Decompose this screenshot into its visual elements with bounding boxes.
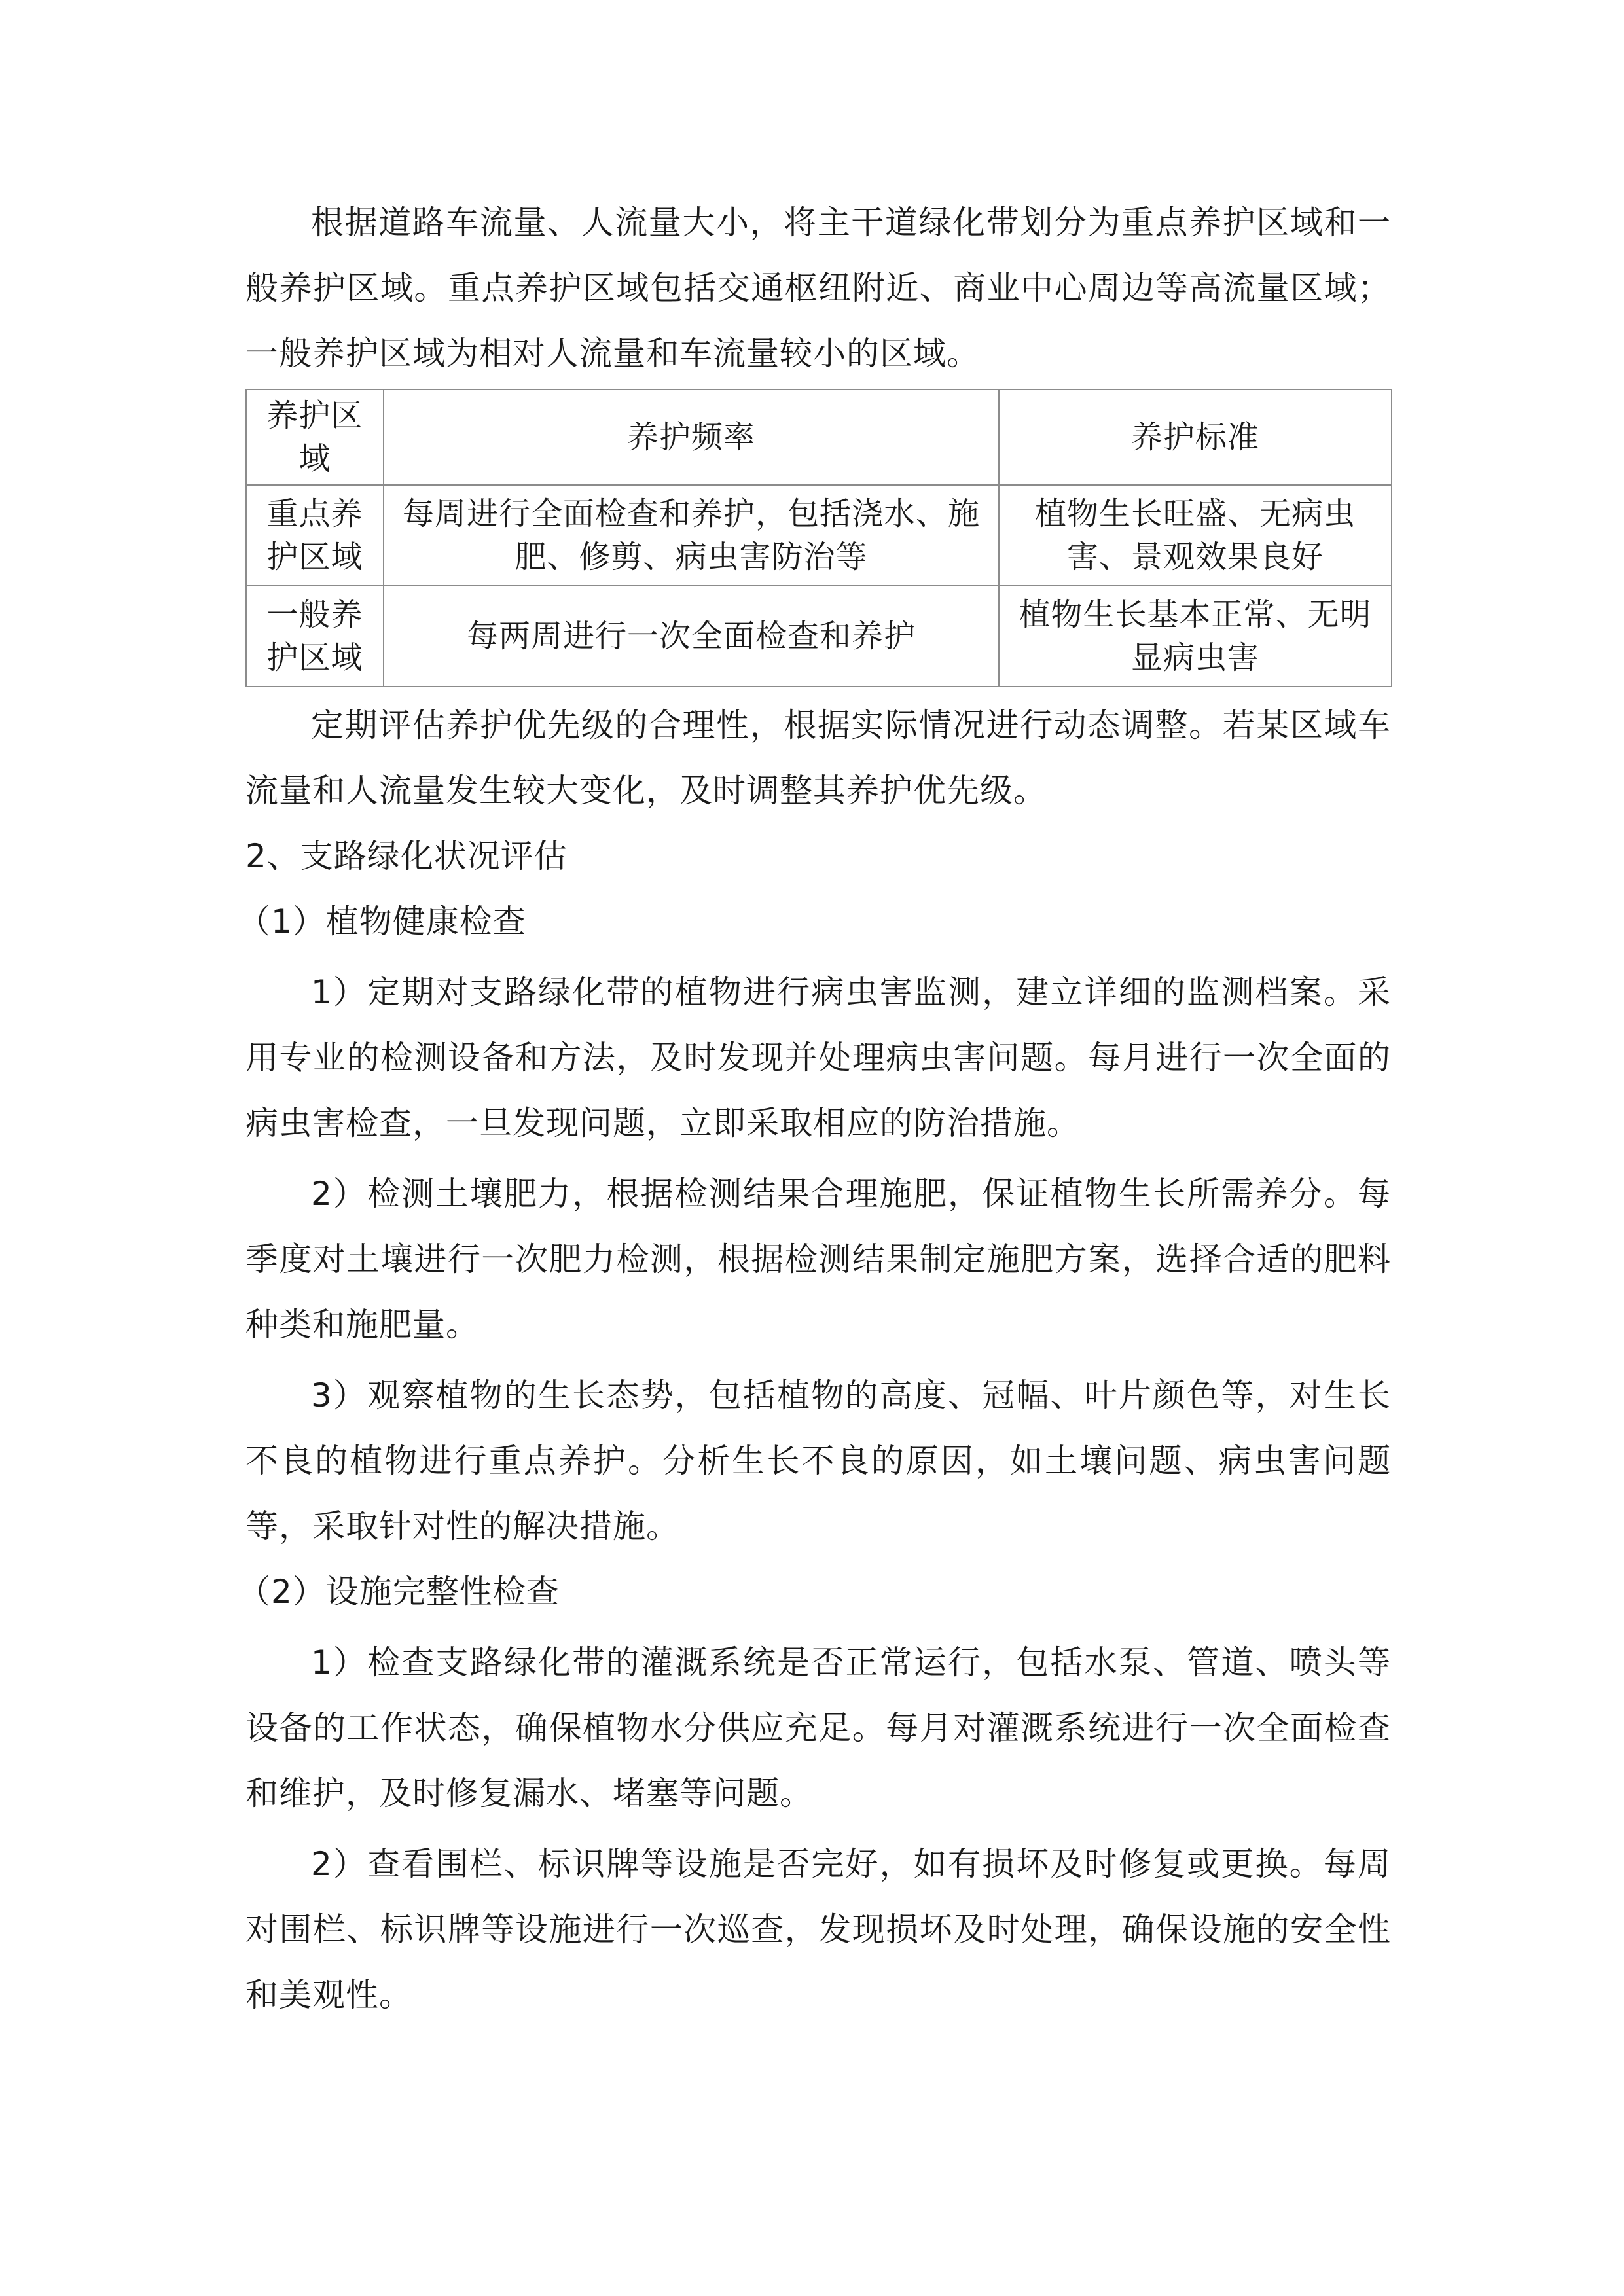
cell-frequency: 每两周进行一次全面检查和养护 — [384, 586, 999, 687]
facility-item-1: 1）检查支路绿化带的灌溉系统是否正常运行，包括水泵、管道、喷头等设备的工作状态，确保植物水分供应充足。每月对灌溉系统进行一次全面检查和维护，及时修复漏水、堵塞等问题。 — [245, 1643, 1391, 1812]
intro-paragraph: 根据道路车流量、人流量大小，将主干道绿化带划分为重点养护区域和一般养护区域。重点养护区域包括交通枢纽附近、商业中心周边等高流量区域；一般养护区域为相对人流量和车流量较小的区域。 — [245, 204, 1391, 372]
plant-item-1: 1）定期对支路绿化带的植物进行病虫害监测，建立详细的监测档案。采用专业的检测设备和方法，及时发现并处理病虫害问题。每月进行一次全面的病虫害检查，一旦发现问题，立即采取相应的防治措施。 — [245, 973, 1391, 1142]
header-standard: 养护标准 — [999, 389, 1392, 485]
review-paragraph: 定期评估养护优先级的合理性，根据实际情况进行动态调整。若某区域车流量和人流量发生较大变化，及时调整其养护优先级。 — [245, 706, 1391, 810]
document-page — [238, 190, 1391, 2028]
subsection-2-title: （2）设施完整性检查 — [238, 1573, 560, 1611]
header-area: 养护区域 — [246, 389, 384, 485]
cell-area: 重点养护区域 — [246, 485, 384, 586]
table-row — [246, 586, 1392, 687]
maintenance-table — [245, 389, 1392, 687]
table-row — [246, 485, 1392, 586]
section-2-title: 2、支路绿化状况评估 — [245, 837, 568, 875]
plant-item-2: 2）检测土壤肥力，根据检测结果合理施肥，保证植物生长所需养分。每季度对土壤进行一次肥力检测，根据检测结果制定施肥方案，选择合适的肥料种类和施肥量。 — [245, 1175, 1391, 1344]
cell-standard: 植物生长基本正常、无明显病虫害 — [999, 586, 1392, 687]
plant-item-3: 3）观察植物的生长态势，包括植物的高度、冠幅、叶片颜色等，对生长不良的植物进行重点养护。分析生长不良的原因，如土壤问题、病虫害问题等，采取针对性的解决措施。 — [245, 1376, 1391, 1545]
table-header-row — [246, 389, 1392, 485]
facility-item-2: 2）查看围栏、标识牌等设施是否完好，如有损坏及时修复或更换。每周对围栏、标识牌等设施进行一次巡查，发现损坏及时处理，确保设施的安全性和美观性。 — [245, 1845, 1391, 2014]
cell-area: 一般养护区域 — [246, 586, 384, 687]
header-frequency: 养护频率 — [384, 389, 999, 485]
cell-standard: 植物生长旺盛、无病虫害、景观效果良好 — [999, 485, 1392, 586]
cell-frequency: 每周进行全面检查和养护，包括浇水、施肥、修剪、病虫害防治等 — [384, 485, 999, 586]
subsection-1-title: （1）植物健康检查 — [238, 903, 526, 941]
